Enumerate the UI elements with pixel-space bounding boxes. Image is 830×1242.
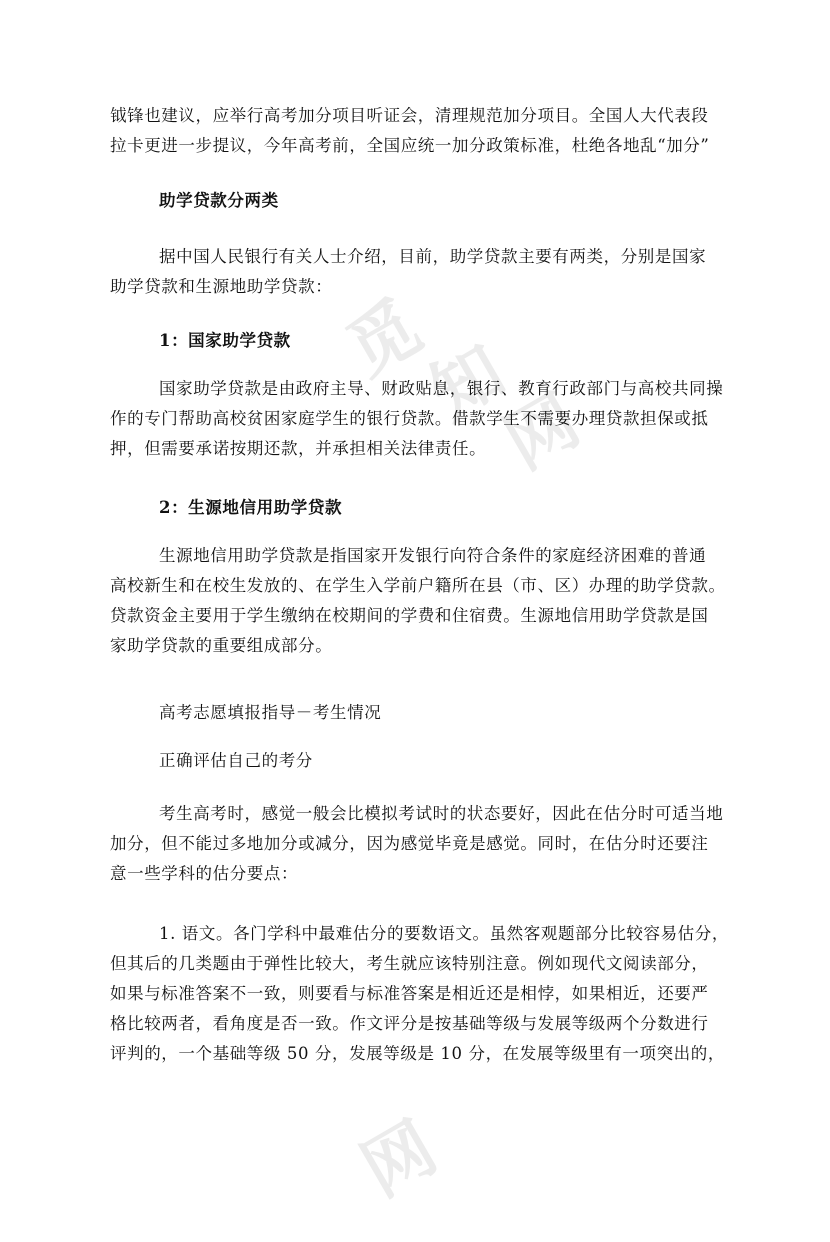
paragraph-national-loan bbox=[110, 374, 722, 464]
paragraph-origin-loan bbox=[110, 541, 726, 661]
text-line: 评判的，一个基础等级 50 分，发展等级是 10 分，在发展等级里有一项突出的， bbox=[110, 1044, 725, 1063]
text-line: 1. 语文。各门学科中最难估分的要数语文。虽然客观题部分比较容易估分， bbox=[159, 924, 729, 943]
subtitle-line: 高考志愿填报指导－考生情况 bbox=[159, 703, 382, 722]
watermark-char-bottom: 网 bbox=[348, 1106, 450, 1213]
paragraph-estimate bbox=[110, 799, 722, 889]
paragraph-proposal bbox=[110, 101, 722, 161]
text-line: 押，但需要承诺按期还款，并承担相关法律责任。 bbox=[110, 439, 487, 458]
watermark-char-1: 觅 bbox=[333, 285, 435, 392]
text-line: 格比较两者，看角度是否一致。作文评分是按基础等级与发展等级两个分数进行 bbox=[110, 1014, 709, 1033]
watermark-char-3: 网 bbox=[491, 378, 593, 485]
section-heading: 2：生源地信用助学贷款 bbox=[159, 498, 343, 517]
text-line: 拉卡更进一步提议，今年高考前，全国应统一加分政策标准，杜绝各地乱“加分” bbox=[110, 136, 710, 155]
section-heading: 助学贷款分两类 bbox=[159, 191, 279, 210]
text-line: 贷款资金主要用于学生缴纳在校期间的学费和住宿费。生源地信用助学贷款是国 bbox=[110, 606, 709, 625]
text-line: 助学贷款和生源地助学贷款： bbox=[110, 277, 333, 296]
heading-national-loan bbox=[110, 326, 722, 356]
text-line: 但其后的几类题由于弹性比较大，考生就应该特别注意。例如现代文阅读部分， bbox=[110, 954, 709, 973]
watermark-char-2: 知 bbox=[416, 329, 519, 436]
text-line: 作的专门帮助高校贫困家庭学生的银行贷款。借款学生不需要办理贷款担保或抵 bbox=[110, 409, 709, 428]
text-line: 考生高考时，感觉一般会比模拟考试时的状态要好，因此在估分时可适当地 bbox=[159, 804, 724, 823]
heading-origin-loan bbox=[110, 493, 722, 523]
text-line: 如果与标准答案不一致，则要看与标准答案是相近还是相悖，如果相近，还要严 bbox=[110, 984, 709, 1003]
text-line: 国家助学贷款是由政府主导、财政贴息，银行、教育行政部门与高校共同操 bbox=[159, 379, 724, 398]
text-line: 加分，但不能过多地加分或减分，因为感觉毕竟是感觉。同时，在估分时还要注 bbox=[110, 834, 709, 853]
paragraph-loan-intro bbox=[110, 242, 722, 302]
paragraph-chinese bbox=[110, 919, 729, 1069]
subtitle-guide bbox=[110, 698, 722, 728]
text-line: 生源地信用助学贷款是指国家开发银行向符合条件的家庭经济困难的普通 bbox=[159, 546, 707, 565]
subtitle-assess bbox=[110, 746, 722, 776]
heading-loan-types bbox=[110, 186, 722, 216]
text-line: 高校新生和在校生发放的、在学生入学前户籍所在县（市、区）办理的助学贷款。 bbox=[110, 576, 726, 595]
subtitle-line: 正确评估自己的考分 bbox=[159, 751, 313, 770]
text-line: 钺锋也建议，应举行高考加分项目听证会，清理规范加分项目。全国人大代表段 bbox=[110, 106, 709, 125]
text-line: 意一些学科的估分要点： bbox=[110, 864, 299, 883]
text-line: 家助学贷款的重要组成部分。 bbox=[110, 636, 333, 655]
text-line: 据中国人民银行有关人士介绍，目前，助学贷款主要有两类，分别是国家 bbox=[159, 247, 707, 266]
section-heading: 1：国家助学贷款 bbox=[159, 331, 291, 350]
